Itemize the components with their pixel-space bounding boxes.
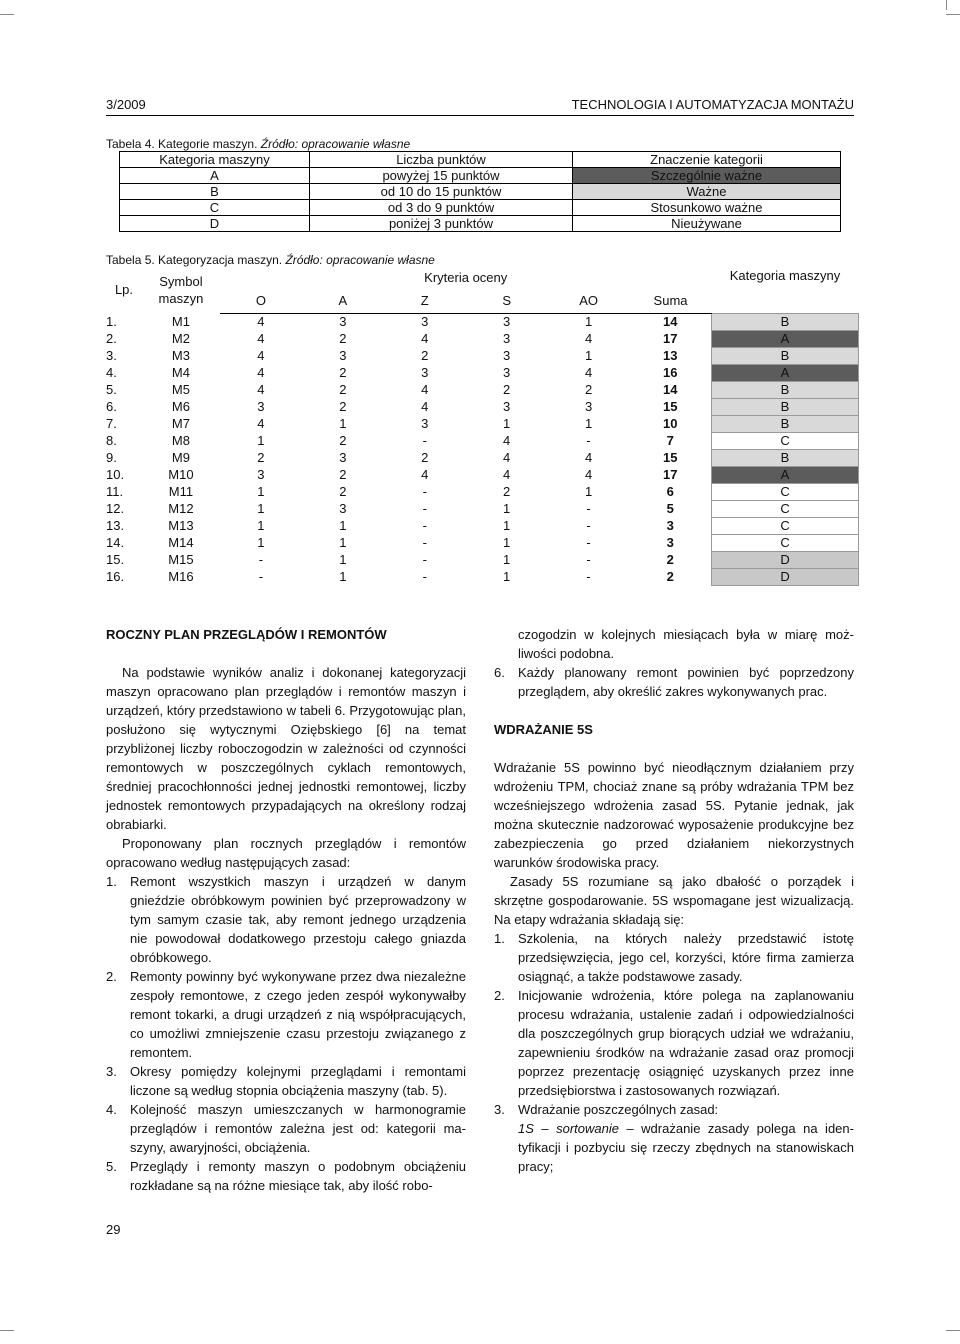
- ao-cell: 4: [584, 331, 593, 346]
- lp-cell: 10.: [106, 467, 125, 482]
- z-cell: 4: [421, 467, 429, 482]
- list-item-number: 3.: [494, 1102, 505, 1117]
- list-item-number: 2.: [106, 969, 117, 984]
- a-cell: 3: [339, 348, 347, 363]
- ao-cell: 3: [584, 399, 593, 414]
- table-row: [106, 569, 859, 586]
- issue-number: 3/2009: [106, 97, 146, 112]
- ao-cell: 1: [584, 314, 593, 330]
- lp-cell: 13.: [106, 518, 125, 533]
- o-cell: 3: [257, 399, 265, 414]
- list-item-text: Kolejność maszyn umieszczanych w harmonogramie przeglądów i remontów zależna jest od: kategorii maszyny, awaryjności, obciążenia.: [130, 1102, 466, 1155]
- list-item: [106, 872, 466, 967]
- ao-cell: -: [586, 569, 591, 584]
- lp-cell: 1.: [106, 314, 117, 329]
- criteria-header: S: [466, 289, 548, 314]
- lp-cell: 8.: [106, 433, 117, 448]
- table-row: [106, 416, 859, 433]
- o-cell: 2: [257, 450, 265, 465]
- lp-cell: 7.: [106, 416, 117, 431]
- table-row: [106, 433, 859, 450]
- list-item-text: Szkolenia, na których należy przedstawić istotę przedsięwzięcia, jego cel, korzyści, które firma zamierza osiągnąć, a także podstawowe zasady.: [518, 931, 854, 984]
- o-cell: 1: [257, 518, 265, 533]
- suma-cell: 2: [666, 569, 674, 584]
- stages-list: [494, 929, 854, 1119]
- lp-cell: 16.: [106, 569, 125, 584]
- a-cell: 2: [339, 484, 347, 499]
- z-cell: 2: [421, 450, 429, 465]
- list-item-number: 1.: [494, 931, 505, 946]
- category-cell: A: [120, 168, 310, 184]
- s-cell: 1: [503, 416, 511, 431]
- category-cell: B: [120, 184, 310, 200]
- s-cell: 3: [503, 314, 511, 330]
- z-cell: 3: [421, 314, 429, 330]
- s-cell: 3: [503, 365, 511, 380]
- symbol-cell: M7: [171, 416, 190, 431]
- o-cell: 4: [257, 348, 265, 363]
- category-cell: B: [712, 416, 859, 433]
- section-heading: WDRAŻANIE 5S: [494, 722, 593, 737]
- table5-caption: Tabela 5. Kategoryzacja maszyn. Źródło: opracowanie własne: [106, 253, 435, 267]
- s-cell: 1: [503, 518, 511, 533]
- o-cell: 4: [257, 314, 265, 330]
- s-cell: 4: [503, 433, 511, 448]
- category-cell: C: [712, 484, 859, 501]
- list-item-number: 5.: [106, 1159, 117, 1174]
- symbol-cell: M12: [168, 501, 194, 516]
- paragraph: Zasady 5S rozumiane są jako dbałość o porządek i skrzętne gospodarowanie. 5S wspomagane jest wizualizacją. Na etapy wdrażania składają się:: [494, 874, 854, 927]
- s1-description: 1S – sortowanie – wdrażanie zasady polega na identyfikacji i pozbyciu się rzeczy zbędnych na stanowiskach pracy;: [518, 1121, 854, 1174]
- suma-cell: 7: [666, 433, 674, 448]
- paragraph: Na podstawie wyników analiz i dokonanej kategoryzacji maszyn opracowano plan przeglądów i remontów maszyn i urządzeń, który przedstawiono w tabeli 6. Przygotowując plan, posłużono się wytycznymi Oziębskiego [6] na temat przybliżonej liczby roboczogodzin w zależności od czynności remontowych w poszczególnych cyklach remontowych, średniej pracochłonności jednej jednostki remontowej, liczby jednostek remontowych przypadających na określony rodzaj obrabiarki.: [106, 665, 466, 832]
- list-item-text: Remonty powinny być wykonywane przez dwa niezależne zespoły remontowe, z czego jeden zespół wykonywałby remont tokarki, a drugi urządzeń z nią współpracujących, co umożliwi zmniejszenie czasu przestoju związanego z remontem.: [130, 969, 466, 1060]
- table-row: [106, 348, 859, 365]
- table-row: [106, 535, 859, 552]
- a-cell: 1: [339, 416, 347, 431]
- table-row: [106, 467, 859, 484]
- points-cell: od 3 do 9 punktów: [310, 200, 573, 216]
- list-item-text: Okresy pomiędzy kolejnymi przeglądami i remontami liczone są według stopnia obciążenia maszyny (tab. 5).: [130, 1064, 466, 1098]
- category-cell: B: [712, 382, 859, 399]
- ao-cell: 2: [584, 382, 593, 397]
- criteria-header: A: [302, 289, 384, 314]
- ao-cell: 4: [584, 467, 593, 482]
- list-item-text: czogodzin w kolejnych miesiącach była w miarę możliwości podobna.: [518, 627, 854, 661]
- ao-cell: -: [586, 518, 591, 533]
- list-item: [106, 967, 466, 1062]
- paragraph: Proponowany plan rocznych przeglądów i remontów opracowano według następujących zasad:: [106, 836, 466, 870]
- meaning-cell: Nieużywane: [573, 216, 841, 232]
- lp-cell: 14.: [106, 535, 125, 550]
- symbol-cell: M16: [168, 569, 194, 584]
- table-row: [106, 501, 859, 518]
- lp-cell: 4.: [106, 365, 117, 380]
- ao-cell: 1: [584, 416, 593, 431]
- table4-caption: Tabela 4. Kategorie maszyn. Źródło: opracowanie własne: [106, 137, 411, 151]
- crop-mark: [946, 1330, 960, 1331]
- list-item: [494, 986, 854, 1100]
- s-cell: 4: [503, 450, 511, 465]
- table-row: [106, 399, 859, 416]
- table-row: [106, 331, 859, 348]
- z-cell: -: [422, 552, 427, 567]
- s-cell: 3: [503, 331, 511, 346]
- z-cell: -: [422, 501, 427, 516]
- list-item-number: 4.: [106, 1102, 117, 1117]
- journal-title: TECHNOLOGIA I AUTOMATYZACJA MONTAŻU: [571, 97, 854, 112]
- z-cell: -: [422, 535, 427, 550]
- a-cell: 2: [339, 399, 347, 414]
- category-cell: B: [712, 450, 859, 467]
- category-cell: A: [712, 467, 859, 484]
- table-row: [106, 552, 859, 569]
- header-criteria: Kryteria oceny: [424, 270, 508, 285]
- lp-cell: 3.: [106, 348, 117, 363]
- symbol-cell: M10: [168, 467, 194, 482]
- list-item-number: 1.: [106, 874, 117, 889]
- suma-cell: 3: [666, 518, 674, 533]
- crop-mark: [946, 14, 960, 15]
- suma-cell: 14: [663, 382, 678, 397]
- table-row: [106, 484, 859, 501]
- ao-cell: 1: [584, 484, 593, 499]
- suma-cell: 13: [663, 348, 678, 363]
- left-column: [106, 625, 466, 1195]
- list-item: 6. Każdy planowany remont powinien być poprzedzony przeglądem, aby określić zakres wykonywanych prac.: [494, 665, 854, 699]
- category-cell: D: [712, 552, 859, 569]
- symbol-cell: M8: [171, 433, 190, 448]
- column-header: Liczba punktów: [310, 152, 573, 168]
- category-cell: C: [712, 501, 859, 518]
- criteria-header: O: [220, 289, 302, 314]
- z-cell: 4: [421, 331, 429, 346]
- list-item-text: Każdy planowany remont powinien być poprzedzony przeglądem, aby określić zakres wykonywanych prac.: [518, 665, 854, 699]
- ao-cell: -: [586, 501, 591, 516]
- a-cell: 1: [339, 552, 347, 567]
- crop-mark: [0, 1330, 14, 1331]
- crop-mark: [0, 14, 14, 15]
- lp-cell: 15.: [106, 552, 125, 567]
- symbol-cell: M5: [171, 382, 190, 397]
- suma-cell: 10: [663, 416, 678, 431]
- z-cell: 3: [421, 416, 429, 431]
- s-cell: 4: [503, 467, 511, 482]
- category-cell: C: [120, 200, 310, 216]
- criteria-header: Z: [384, 289, 466, 314]
- ao-cell: -: [586, 535, 591, 550]
- a-cell: 3: [339, 501, 347, 516]
- table-row: [106, 314, 859, 331]
- suma-cell: 15: [663, 450, 678, 465]
- list-item-text: Inicjowanie wdrożenia, które polega na zaplanowaniu procesu wdrażania, ustalenie zadań i odpowiedzialności dla poszczególnych grup biorących udział we wdrażaniu, zapewnieniu środków na wdrażanie zasad oraz promocji poprzez prezentację osiągnięć uzyskanych przez inne przedsiębiorstwa i zastosowanych rozwiązań.: [518, 988, 854, 1098]
- a-cell: 1: [339, 518, 347, 533]
- page-header: [106, 97, 854, 116]
- a-cell: 3: [339, 314, 347, 330]
- meaning-cell: Stosunkowo ważne: [573, 200, 841, 216]
- table-row: [106, 382, 859, 399]
- a-cell: 1: [339, 535, 347, 550]
- a-cell: 3: [339, 450, 347, 465]
- a-cell: 2: [339, 331, 347, 346]
- lp-cell: 12.: [106, 501, 125, 516]
- o-cell: -: [258, 569, 264, 584]
- ao-cell: -: [586, 552, 591, 567]
- a-cell: 2: [339, 467, 347, 482]
- points-cell: poniżej 3 punktów: [310, 216, 573, 232]
- s-cell: 1: [503, 552, 511, 567]
- meaning-cell: Szczególnie ważne: [573, 168, 841, 184]
- symbol-cell: M3: [171, 348, 190, 363]
- category-cell: A: [712, 331, 859, 348]
- symbol-cell: M6: [171, 399, 190, 414]
- table-row: [106, 365, 859, 382]
- points-cell: od 10 do 15 punktów: [310, 184, 573, 200]
- column-header: Znaczenie kategorii: [573, 152, 841, 168]
- header-lp: Lp.: [114, 282, 134, 298]
- suma-cell: 17: [663, 467, 678, 482]
- s-cell: 1: [503, 569, 511, 584]
- category-cell: D: [712, 569, 859, 586]
- o-cell: 1: [257, 484, 265, 499]
- symbol-cell: M2: [171, 331, 190, 346]
- points-cell: powyżej 15 punktów: [310, 168, 573, 184]
- s-cell: 1: [503, 535, 511, 550]
- suma-cell: 2: [666, 552, 674, 567]
- z-cell: 3: [421, 365, 429, 380]
- header-category: Kategoria maszyny: [729, 268, 841, 283]
- o-cell: -: [258, 552, 264, 567]
- list-item: [106, 1100, 466, 1157]
- symbol-cell: M13: [168, 518, 194, 533]
- categories-table: [119, 151, 841, 232]
- a-cell: 1: [339, 569, 347, 584]
- category-cell: B: [712, 314, 859, 331]
- table-row: [120, 168, 841, 184]
- category-cell: A: [712, 365, 859, 382]
- list-item: [106, 1062, 466, 1100]
- s-cell: 1: [503, 501, 511, 516]
- list-item: [494, 929, 854, 986]
- s-cell: 3: [503, 348, 511, 363]
- z-cell: -: [422, 569, 427, 584]
- symbol-cell: M15: [168, 552, 194, 567]
- crop-mark: [946, 0, 947, 10]
- z-cell: 2: [421, 348, 429, 363]
- lp-cell: 5.: [106, 382, 117, 397]
- ao-cell: 4: [584, 365, 593, 380]
- symbol-cell: M9: [171, 450, 190, 465]
- suma-cell: 16: [663, 365, 678, 380]
- column-header: Kategoria maszyny: [120, 152, 310, 168]
- list-item-number: 3.: [106, 1064, 117, 1079]
- a-cell: 2: [339, 382, 347, 397]
- header-symbol: Symbol maszyn: [158, 274, 204, 307]
- z-cell: -: [422, 518, 427, 533]
- rules-list: [106, 872, 466, 1195]
- lp-cell: 9.: [106, 450, 117, 465]
- list-item-text: Remont wszystkich maszyn i urządzeń w danym gnieździe obróbkowym powinien być przeprowadzony w tym samym czasie tak, aby remont jednego urządzenia nie powodował dodatkowego przestoju całego gniazda obróbkowego.: [130, 874, 466, 965]
- paragraph: Wdrażanie 5S powinno być nieodłącznym działaniem przy wdrożeniu TPM, chociaż znane są próby wdrażania TPM bez wcześniejszego wdrożenia zasad 5S. Pytanie jednak, jak można skutecznie nadzorować wyposażenie produkcyjne bez zabezpieczenia go przed działaniem niekorzystnych warunków środowiska pracy.: [494, 760, 854, 870]
- o-cell: 4: [257, 416, 265, 431]
- criteria-header: AO: [548, 289, 630, 314]
- criteria-header: Suma: [630, 289, 712, 314]
- o-cell: 4: [257, 331, 265, 346]
- symbol-cell: M4: [171, 365, 190, 380]
- s-cell: 2: [503, 382, 511, 397]
- list-item: [494, 1100, 854, 1119]
- list-item: [494, 625, 854, 663]
- category-cell: B: [712, 348, 859, 365]
- category-cell: D: [120, 216, 310, 232]
- lp-cell: 6.: [106, 399, 117, 414]
- category-cell: C: [712, 518, 859, 535]
- z-cell: 4: [421, 399, 429, 414]
- right-column: [494, 625, 854, 1176]
- list-item-number: 2.: [494, 988, 505, 1003]
- ao-cell: 1: [584, 348, 593, 363]
- table-header-row: [120, 152, 841, 168]
- table-row: [106, 450, 859, 467]
- symbol-cell: M1: [171, 314, 190, 329]
- category-cell: C: [712, 433, 859, 450]
- table-row: [120, 200, 841, 216]
- z-cell: -: [422, 484, 427, 499]
- s-cell: 3: [503, 399, 511, 414]
- table-row: [120, 184, 841, 200]
- categorization-table: [106, 267, 859, 586]
- a-cell: 2: [339, 365, 347, 380]
- o-cell: 4: [257, 382, 265, 397]
- suma-cell: 6: [666, 484, 674, 499]
- o-cell: 1: [257, 535, 265, 550]
- z-cell: -: [422, 433, 427, 448]
- page-number: 29: [106, 1222, 121, 1237]
- list-item-text: Przeglądy i remonty maszyn o podobnym obciążeniu rozkładane są na różne miesiące tak, aby ilość robo-: [130, 1159, 466, 1193]
- meaning-cell: Ważne: [573, 184, 841, 200]
- table-row: [106, 518, 859, 535]
- table-row: [120, 216, 841, 232]
- ao-cell: -: [586, 433, 591, 448]
- z-cell: 4: [421, 382, 429, 397]
- suma-cell: 15: [663, 399, 678, 414]
- symbol-cell: M14: [168, 535, 194, 550]
- suma-cell: 14: [663, 314, 678, 330]
- list-item: [106, 1157, 466, 1195]
- suma-cell: 17: [663, 331, 678, 346]
- o-cell: 1: [257, 433, 265, 448]
- ao-cell: 4: [584, 450, 593, 465]
- category-cell: C: [712, 535, 859, 552]
- suma-cell: 3: [666, 535, 674, 550]
- s-cell: 2: [503, 484, 511, 499]
- category-cell: B: [712, 399, 859, 416]
- suma-cell: 5: [666, 501, 674, 516]
- o-cell: 4: [257, 365, 265, 380]
- o-cell: 1: [257, 501, 265, 516]
- rules-list-continued: [494, 625, 854, 701]
- section-heading: ROCZNY PLAN PRZEGLĄDÓW I REMONTÓW: [106, 627, 387, 642]
- a-cell: 2: [339, 433, 347, 448]
- list-item-text: Wdrażanie poszczególnych zasad:: [518, 1102, 719, 1117]
- symbol-cell: M11: [168, 484, 194, 499]
- lp-cell: 11.: [106, 484, 124, 499]
- lp-cell: 2.: [106, 331, 117, 346]
- o-cell: 3: [257, 467, 265, 482]
